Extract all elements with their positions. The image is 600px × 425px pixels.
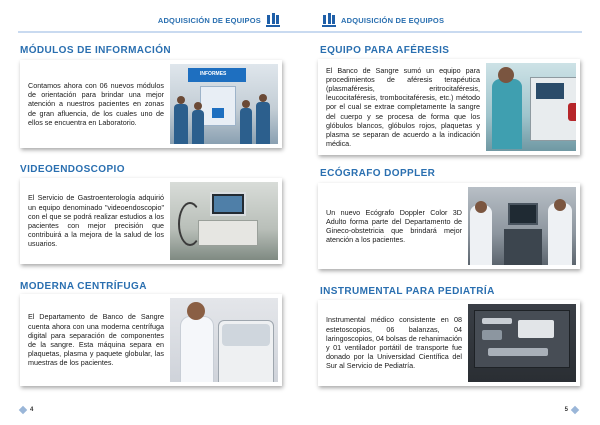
photo-info-module bbox=[170, 64, 278, 144]
card-text-modulos: Contamos ahora con 06 nuevos módulos de orientación para brindar una mejor atención a nuestros pacientes en zonas de gran afluencia, de los cuales uno de ellos se encuentra en Laboratorio. bbox=[28, 80, 164, 127]
right-header-rule bbox=[300, 31, 582, 33]
photo-sign-text: INFORMES bbox=[200, 71, 227, 77]
page-diamond-icon bbox=[571, 406, 579, 414]
section-title-aferesis: EQUIPO PARA AFÉRESIS bbox=[320, 45, 450, 56]
photo-centrifuge bbox=[170, 298, 278, 382]
section-title-videoendoscopio: VIDEOENDOSCOPIO bbox=[20, 164, 125, 175]
photo-doppler bbox=[468, 187, 576, 265]
card-modulos bbox=[20, 60, 282, 148]
section-title-modulos: MÓDULOS DE INFORMACIÓN bbox=[20, 45, 172, 56]
photo-apheresis bbox=[486, 63, 576, 151]
hospital-logo-icon bbox=[266, 13, 280, 27]
card-videoendoscopio bbox=[20, 178, 282, 264]
card-text-ecografo: Un nuevo Ecógrafo Doppler Color 3D Adulto forma parte del Departamento de Gineco-obstetricia que brindará mejor atención a los pacientes. bbox=[326, 207, 462, 245]
card-text-pediatria: Instrumental médico consistente en 08 estetoscopios, 06 balanzas, 04 laringoscopios, 04 bolsas de rehanimación y 01 ventilador portátil de transporte fue donado por la Universidad Científica del Sur al Servicio de Pediatría. bbox=[326, 315, 462, 371]
right-running-header bbox=[322, 13, 444, 27]
left-running-header bbox=[158, 13, 280, 27]
card-centrifuga bbox=[20, 294, 282, 386]
card-text-aferesis: El Banco de Sangre sumó un equipo para procedimientos de aféresis terapéutica (plasmaféresis, eritrocitaféresis, leucocitaféresis, trombocitaféresis, etc.) método por el cual se extrae completamente la sangre del cuerpo y se procesa de forma que los glóbulos blancos, glóbulos rojos, plaquetas y plasma se separan de acuerdo a la indicación médica. bbox=[326, 65, 480, 149]
photo-videoendoscope bbox=[170, 182, 278, 260]
card-text-videoendoscopio: El Servicio de Gastroenterología adquirió un equipo denominado "videoendoscopio" con el que se podrá realizar estudios a los pacientes con mejor precisión que contribuirá a la mejora de la salud de los usuarios. bbox=[28, 193, 164, 249]
card-text-centrifuga: El Departamento de Banco de Sangre cuenta ahora con una moderna centrífuga digital para separación de componentes de la sangre. Esta máquina separa en plaquetas, plasma y paquete globular, las muestras de los pacientes. bbox=[28, 312, 164, 368]
photo-pediatric-instruments bbox=[468, 304, 576, 382]
card-pediatria bbox=[318, 300, 580, 386]
left-header-rule bbox=[18, 31, 300, 33]
right-page-footer bbox=[565, 407, 578, 413]
left-page-footer bbox=[20, 407, 33, 413]
right-page-number: 5 bbox=[564, 407, 568, 413]
left-header-text: ADQUISICIÓN DE EQUIPOS bbox=[157, 15, 261, 25]
card-aferesis bbox=[318, 59, 580, 155]
left-page-number: 4 bbox=[30, 407, 34, 413]
right-page bbox=[300, 0, 600, 425]
section-title-ecografo: ECÓGRAFO DOPPLER bbox=[320, 168, 436, 179]
section-title-centrifuga: MODERNA CENTRÍFUGA bbox=[20, 281, 147, 292]
section-title-pediatria: INSTRUMENTAL PARA PEDIATRÍA bbox=[320, 286, 495, 297]
right-header-text: ADQUISICIÓN DE EQUIPOS bbox=[341, 15, 445, 25]
page-diamond-icon bbox=[19, 406, 27, 414]
hospital-logo-icon bbox=[322, 13, 336, 27]
card-ecografo bbox=[318, 183, 580, 269]
